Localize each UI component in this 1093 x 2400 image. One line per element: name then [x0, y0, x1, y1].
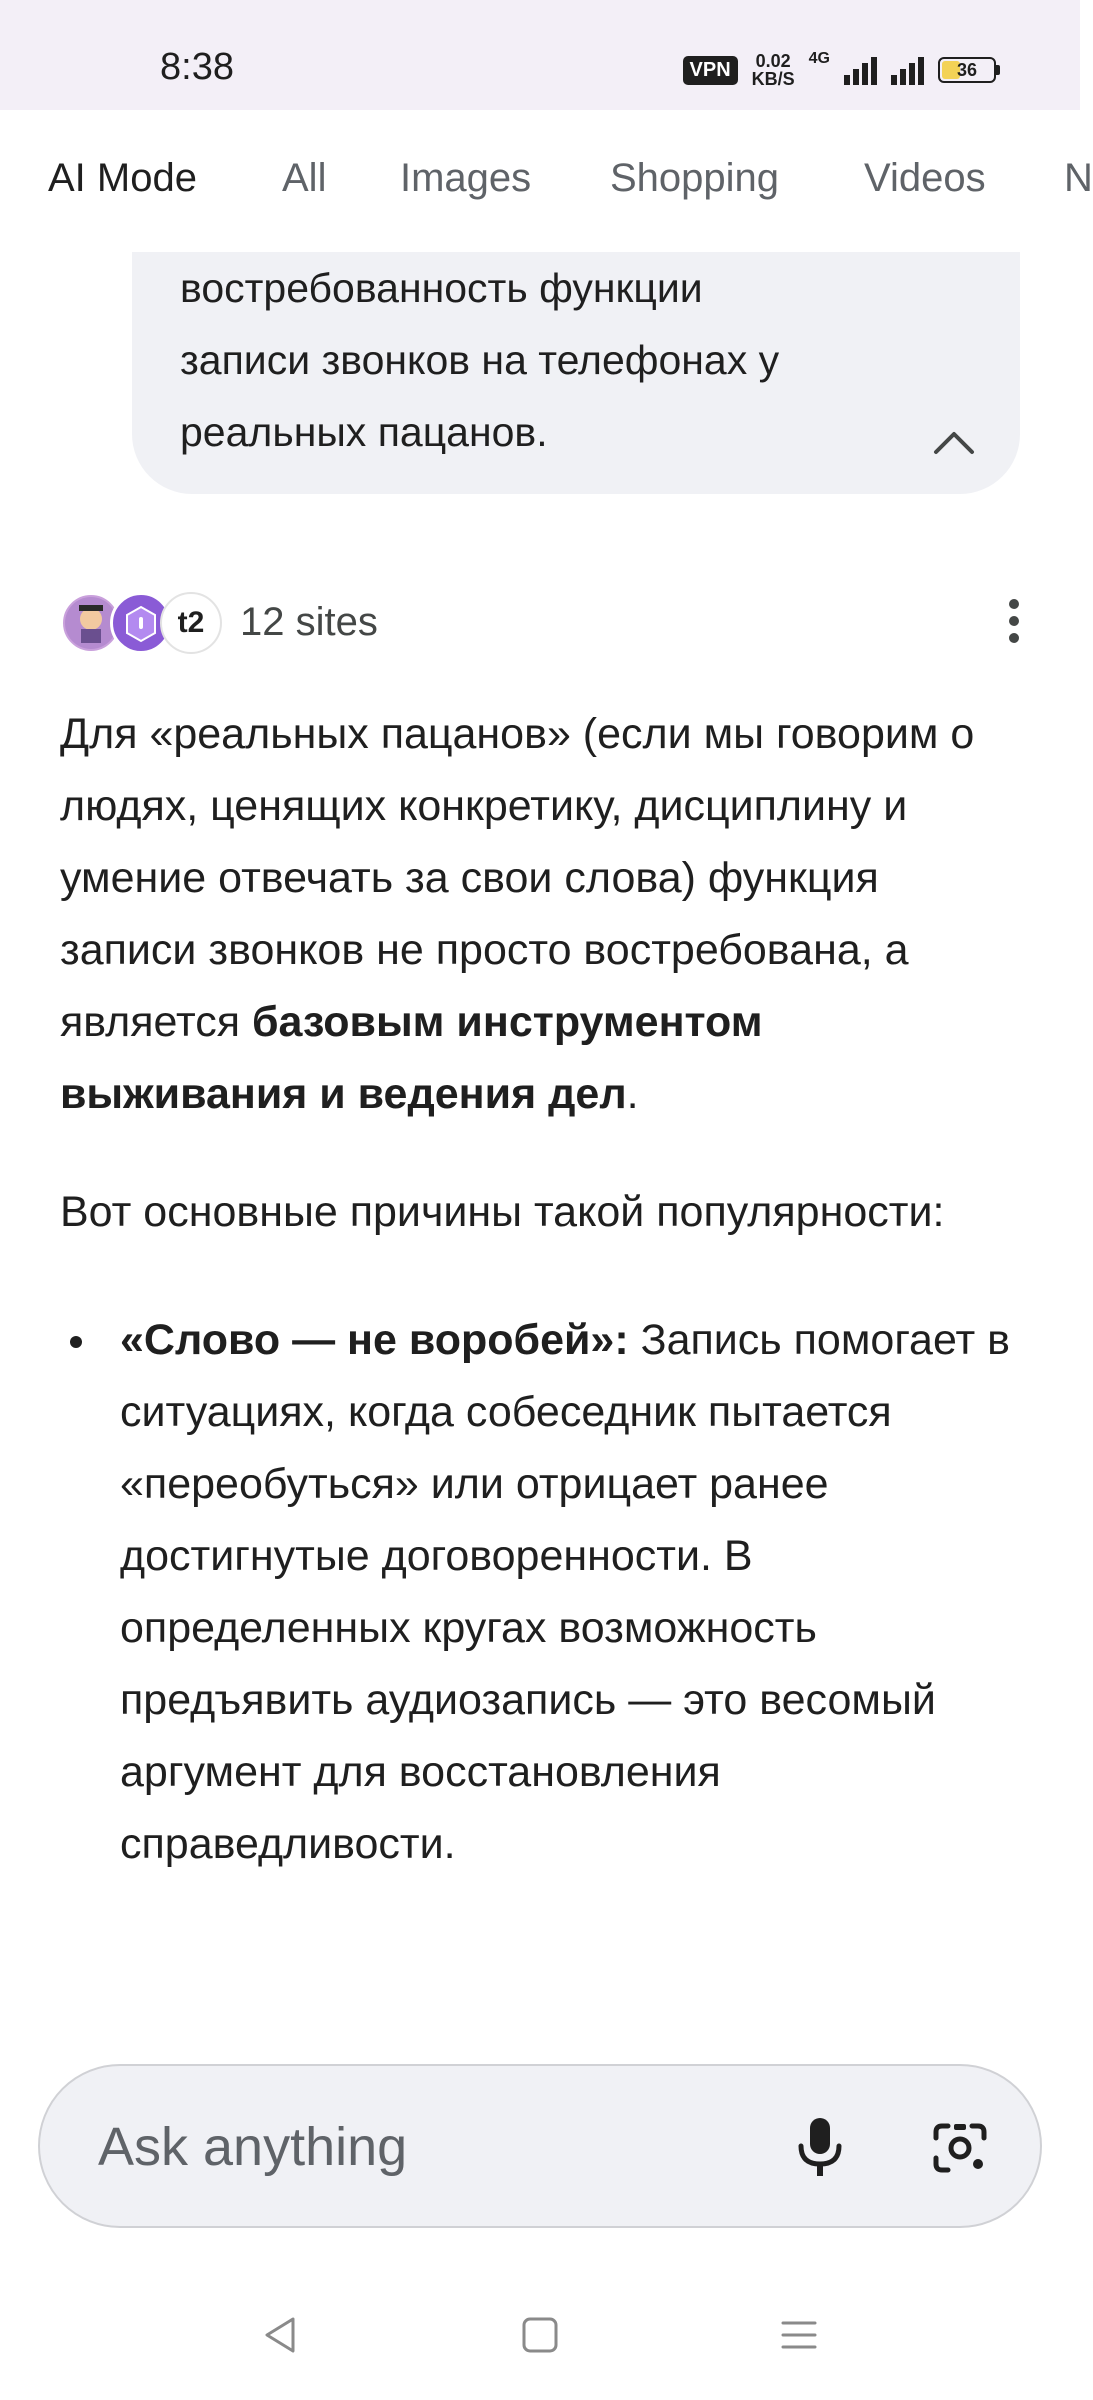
signal-icon-2 [891, 55, 924, 85]
home-icon [520, 2315, 560, 2355]
answer-text: . [626, 1070, 639, 1118]
status-icons [683, 50, 1000, 90]
list-item [60, 1304, 1020, 1880]
vpn-badge: VPN [683, 56, 738, 85]
camera-lens-icon [930, 2120, 990, 2176]
ask-bar[interactable] [38, 2064, 1042, 2228]
recents-button[interactable] [774, 2310, 824, 2360]
answer-paragraph: Вот основные причины такой популярности: [60, 1188, 945, 1236]
recents-icon [779, 2315, 819, 2355]
network-speed [752, 52, 795, 88]
signal-icon [844, 55, 877, 85]
answer-list [60, 1304, 1020, 1880]
home-button[interactable] [515, 2310, 565, 2360]
ai-answer [60, 698, 1020, 1880]
tab-ai-mode[interactable]: AI Mode [48, 156, 197, 200]
query-line: востребованность функции [180, 265, 703, 311]
answer-bold: базовым инструментом выживания и ведения дел [60, 998, 763, 1118]
status-time: 8:38 [160, 46, 234, 88]
tab-shopping[interactable]: Shopping [610, 156, 780, 200]
answer-paragraph [60, 698, 1020, 1130]
lens-button[interactable] [920, 2108, 1000, 2188]
chevron-up-icon[interactable] [932, 428, 976, 456]
query-line: записи звонков на телефонах у [180, 337, 780, 383]
network-speed-value: 0.02 [755, 51, 791, 71]
tab-images[interactable]: Images [400, 156, 532, 200]
sources-count[interactable]: 12 sites [240, 600, 378, 644]
mic-icon [795, 2116, 845, 2180]
more-vert-icon[interactable] [1008, 598, 1020, 644]
battery-level: 36 [956, 59, 978, 80]
source-favicon: t2 [160, 592, 222, 654]
tab-more[interactable]: N [1064, 156, 1093, 200]
network-speed-unit: KB/S [751, 69, 795, 89]
list-item-title: «Слово — не воробей»: [120, 1316, 629, 1364]
sources-row[interactable] [60, 592, 1020, 652]
content-fade [0, 1990, 1080, 2060]
network-type: 4G [808, 50, 830, 67]
tab-all[interactable]: All [282, 156, 327, 200]
search-tabs [0, 110, 1093, 252]
answer-text: Для «реальных пацанов» (если мы говорим о людях, ценящих конкретику, дисциплину и умение отвечать за свои слова) функция записи звонков не просто востребована, а является [60, 710, 975, 1046]
query-line: реальных пацанов. [180, 409, 548, 455]
user-query-bubble [132, 252, 1020, 494]
mic-button[interactable] [780, 2108, 860, 2188]
system-nav-bar [0, 2260, 1080, 2400]
list-item-text: Запись помогает в ситуациях, когда собеседник пытается «переобуться» или отрицает ранее достигнутые договоренности. В определенных кругах возможность предъявить аудиозапись — это весомый аргумент для восстановления справедливости. [120, 1316, 1010, 1868]
back-icon [261, 2315, 301, 2355]
user-query-text [180, 252, 940, 468]
status-bar [0, 0, 1080, 110]
back-button[interactable] [256, 2310, 306, 2360]
ask-input[interactable]: Ask anything [98, 2117, 408, 2177]
tab-videos[interactable]: Videos [864, 156, 986, 200]
battery-icon [938, 57, 996, 83]
